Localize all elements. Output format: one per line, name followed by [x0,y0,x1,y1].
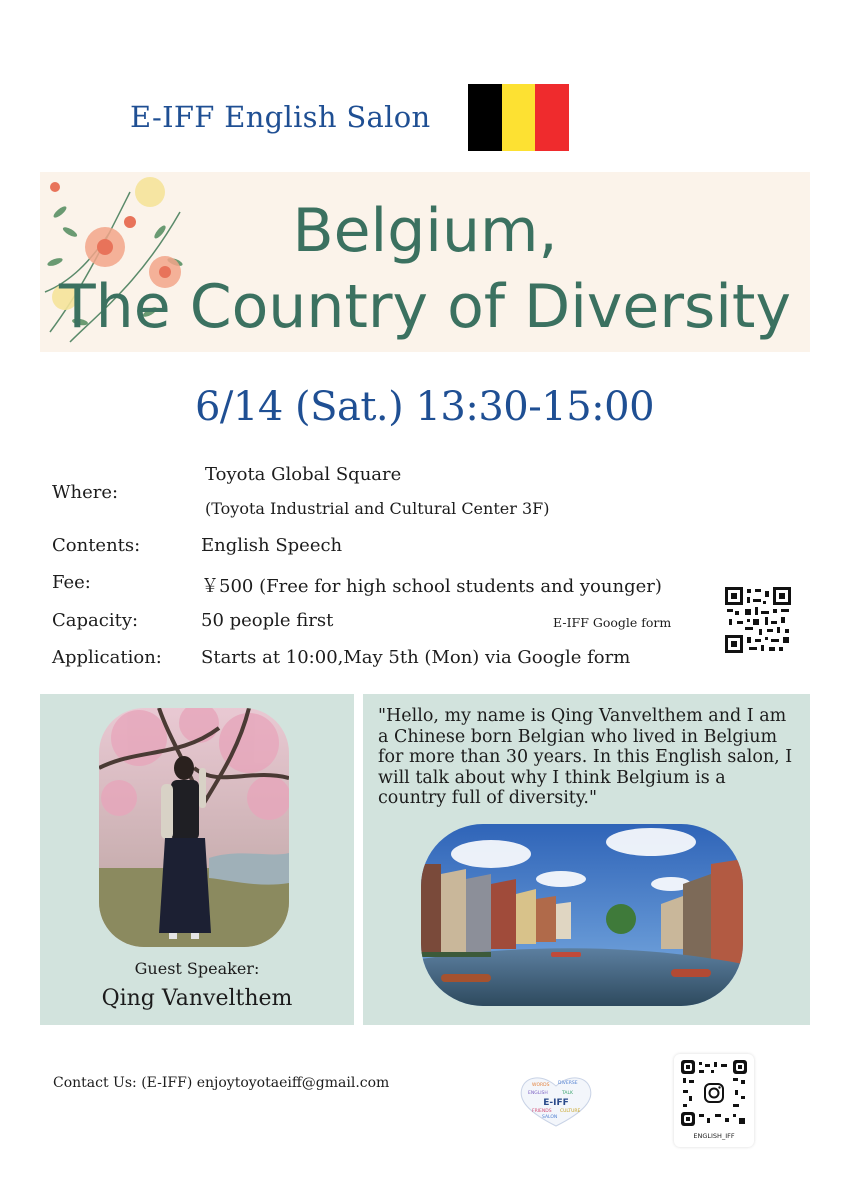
event-title-line1: Belgium, [292,196,558,266]
svg-text:TALK: TALK [562,1091,573,1096]
event-title-line2: The Country of Diversity [59,272,791,342]
capacity-value: 50 people first [201,610,334,631]
where-value-detail: (Toyota Industrial and Cultural Center 3F) [205,499,550,518]
application-value: Starts at 10:00,May 5th (Mon) via Google form [201,647,631,668]
svg-text:FRIENDS: FRIENDS [532,1109,552,1114]
title-banner [40,172,810,352]
e-iff-logo [518,1072,594,1128]
where-label: Where: [52,482,119,503]
svg-text:WORDS: WORDS [532,1083,550,1088]
canal-photo [421,824,743,1006]
guest-speaker-name: Qing Vanvelthem [101,986,293,1011]
capacity-label: Capacity: [52,610,139,631]
contact-info: Contact Us: (E-IFF) enjoytoyotaeiff@gmail.com [53,1075,390,1091]
belgian-flag [468,84,569,151]
fee-label: Fee: [52,572,91,593]
speaker-photo [99,708,289,947]
svg-text:ENGLISH: ENGLISH [528,1091,548,1096]
contents-value: English Speech [201,535,343,556]
svg-text:SALON: SALON [542,1115,558,1120]
contents-label: Contents: [52,535,141,556]
instagram-qr-card[interactable] [674,1054,754,1147]
fee-value: ￥500 (Free for high school students and younger) [201,576,662,597]
svg-text:DIVERSE: DIVERSE [558,1081,578,1086]
logo-text: E-IFF [543,1098,569,1108]
application-label: Application: [52,647,162,668]
instagram-handle: ENGLISH_IFF [693,1132,735,1140]
quote-panel [363,694,810,1025]
svg-text:CULTURE: CULTURE [560,1109,581,1114]
instagram-qr-code[interactable] [681,1060,747,1126]
guest-speaker-label: Guest Speaker: [134,959,260,978]
google-form-qr-code[interactable] [725,587,791,653]
org-title: E-IFF English Salon [130,100,431,134]
event-datetime: 6/14 (Sat.) 13:30-15:00 [194,384,655,430]
where-value: Toyota Global Square [205,464,402,485]
speaker-quote: "Hello, my name is Qing Vanvelthem and I am a Chinese born Belgian who lived in Belgium for more than 30 years. In this English salon, I will talk about why I think Belgium is a country full of diversity." [378,706,793,808]
google-form-label: E-IFF Google form [553,615,672,630]
speaker-panel [40,694,354,1025]
